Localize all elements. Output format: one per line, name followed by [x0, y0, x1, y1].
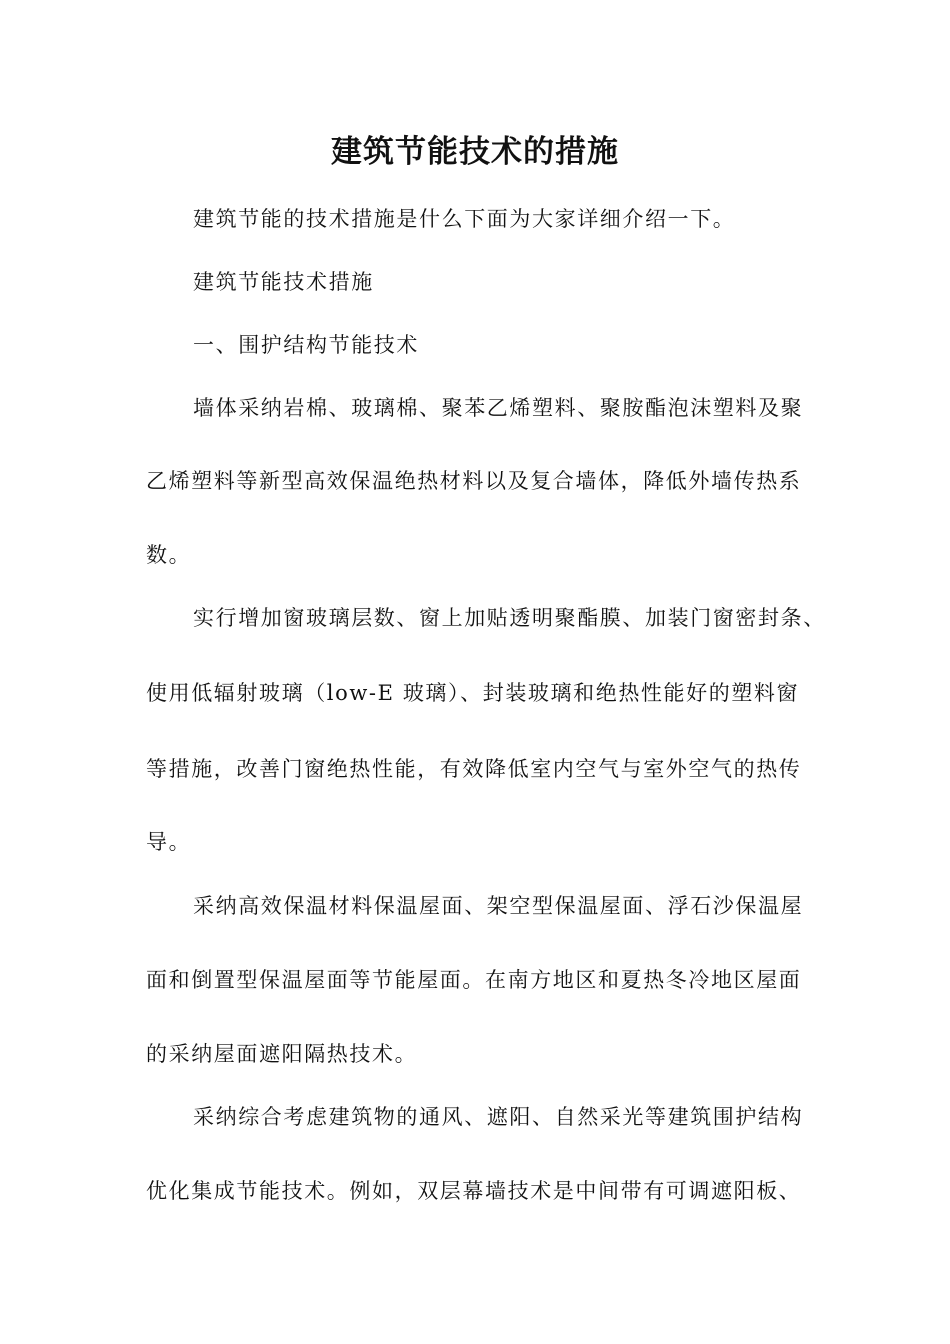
document-title: 建筑节能技术的措施 — [331, 134, 619, 170]
paragraph-line: 墙体采纳岩棉、玻璃棉、聚苯乙烯塑料、聚胺酯泡沫塑料及聚 — [193, 396, 804, 420]
section-heading: 建筑节能技术措施 — [193, 270, 374, 294]
paragraph-line: 的采纳屋面遮阳隔热技术。 — [146, 1042, 418, 1066]
paragraph-line: 等措施，改善门窗绝热性能，有效降低室内空气与室外空气的热传 — [146, 757, 802, 781]
paragraph-line: 采纳综合考虑建筑物的通风、遮阳、自然采光等建筑围护结构 — [193, 1105, 804, 1129]
paragraph-line: 使用低辐射玻璃（low-E 玻璃）、封装玻璃和绝热性能好的塑料窗 — [146, 681, 800, 705]
paragraph-line: 面和倒置型保温屋面等节能屋面。在南方地区和夏热冬冷地区屋面 — [146, 968, 802, 992]
intro-line: 建筑节能的技术措施是什么下面为大家详细介绍一下。 — [193, 207, 736, 231]
paragraph-line: 导。 — [146, 830, 192, 854]
paragraph-line: 数。 — [146, 543, 192, 567]
paragraph-line: 实行增加窗玻璃层数、窗上加贴透明聚酯膜、加装门窗密封条、 — [193, 606, 826, 630]
paragraph-line: 乙烯塑料等新型高效保温绝热材料以及复合墙体，降低外墙传热系 — [146, 469, 802, 493]
paragraph-line: 优化集成节能技术。例如，双层幕墙技术是中间带有可调遮阳板、 — [146, 1179, 802, 1203]
subsection-heading: 一、围护结构节能技术 — [193, 333, 419, 357]
paragraph-line: 采纳高效保温材料保温屋面、架空型保温屋面、浮石沙保温屋 — [193, 894, 804, 918]
